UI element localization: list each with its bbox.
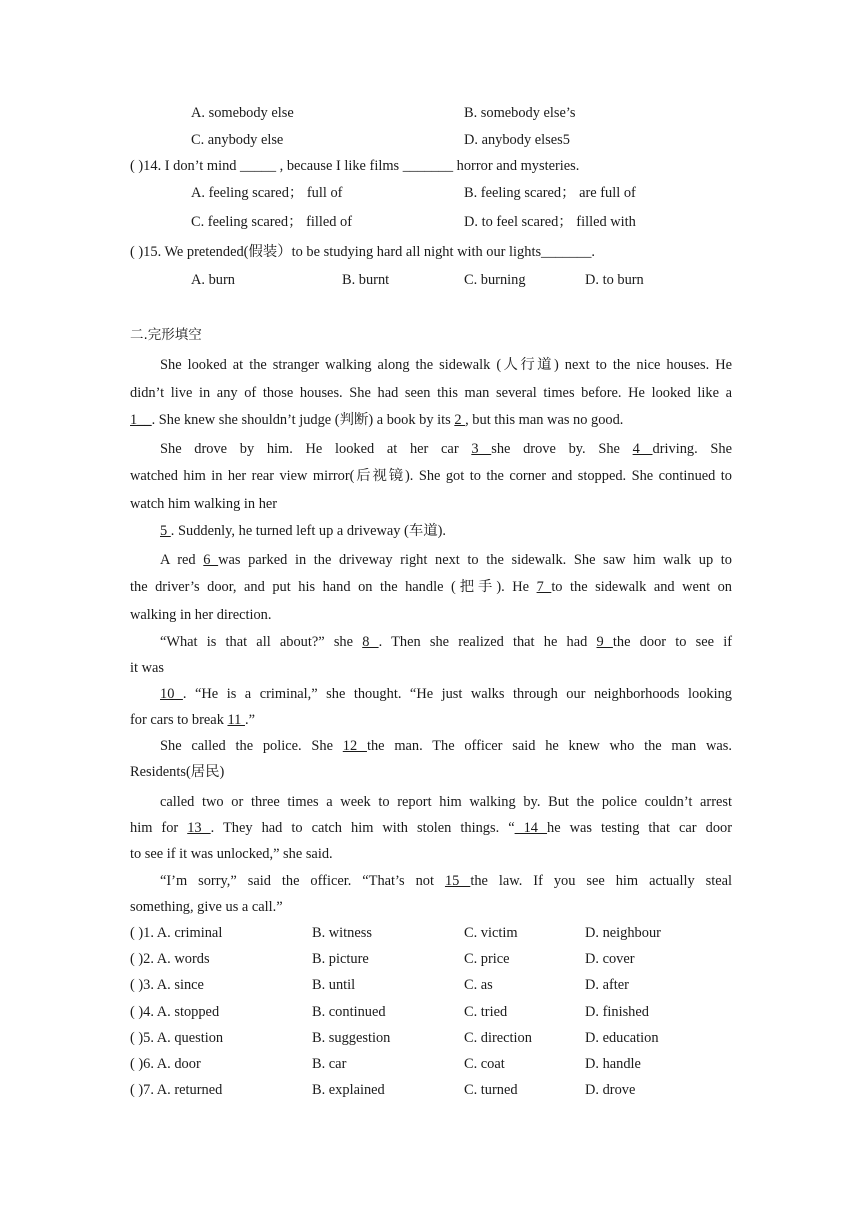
passage-line: to see if it was unlocked,” she said. [130, 846, 333, 862]
blank-2: 2 [454, 412, 466, 428]
cloze-q3-number: ( )3. A. since [130, 977, 204, 993]
cloze-q6-number: ( )6. A. door [130, 1056, 201, 1072]
cloze-q3-option-c: C. as [464, 977, 493, 993]
passage-line: She drove by him. He looked at her car 3 she drove by. She 4 driving. She [160, 441, 732, 457]
blank-7: 7 [536, 579, 552, 595]
passage-line: “What is that all about?” she 8 . Then she realized that he had 9 the door to see if [160, 634, 732, 650]
blank-12: 12 [342, 738, 367, 754]
cloze-q6-option-c: C. coat [464, 1056, 505, 1072]
passage-line: him for 13 . They had to catch him with stolen things. “ 14 he was testing that car door [130, 820, 732, 836]
cloze-q7-number: ( )7. A. returned [130, 1082, 223, 1098]
passage-line: it was [130, 660, 164, 676]
q13-option-a: A. somebody else [191, 105, 294, 121]
blank-6: 6 [203, 552, 219, 568]
cloze-q5-option-d: D. education [585, 1030, 659, 1046]
blank-14: 14 [514, 820, 548, 836]
passage-line: called two or three times a week to report him walking by. But the police couldn’t arrest [160, 794, 732, 810]
q14-option-b: B. feeling scared； are full of [464, 185, 636, 201]
cloze-q1-option-d: D. neighbour [585, 925, 661, 941]
passage-line: She called the police. She 12 the man. The officer said he knew who the man was. [160, 738, 732, 754]
passage-line: 5 . Suddenly, he turned left up a driveway (车道). [160, 523, 447, 539]
passage-line: 1__. She knew she shouldn’t judge (判断) a book by its 2 , but this man was no good. [130, 412, 624, 428]
cloze-q2-option-d: D. cover [585, 951, 635, 967]
passage-line: Residents(居民) [130, 764, 225, 780]
cloze-q2-option-c: C. price [464, 951, 510, 967]
q14-option-d: D. to feel scared； filled with [464, 214, 636, 230]
passage-line: She looked at the stranger walking along the sidewalk (人行道) next to the nice houses. He [160, 357, 732, 373]
passage-line: watch him walking in her [130, 496, 278, 512]
passage-line: for cars to break 11 .” [130, 712, 255, 728]
passage-line: “I’m sorry,” said the officer. “That’s not 15 the law. If you see him actually steal [160, 873, 732, 889]
cloze-q2-number: ( )2. A. words [130, 951, 210, 967]
blank-5: 5 [160, 523, 171, 539]
blank-15: 15 [444, 873, 471, 889]
cloze-q4-option-b: B. continued [312, 1004, 386, 1020]
cloze-q1-option-c: C. victim [464, 925, 518, 941]
cloze-q6-option-d: D. handle [585, 1056, 641, 1072]
blank-13: 13 [187, 820, 211, 836]
q15-stem: ( )15. We pretended(假装）to be studying hard all night with our lights_______. [130, 244, 596, 260]
cloze-q1-number: ( )1. A. criminal [130, 925, 223, 941]
cloze-q5-option-c: C. direction [464, 1030, 532, 1046]
q13-option-c: C. anybody else [191, 132, 284, 148]
q13-option-b: B. somebody else’s [464, 105, 576, 121]
passage-line: something, give us a call.” [130, 899, 283, 915]
q15-option-a: A. burn [191, 272, 235, 288]
passage-line: 10 . “He is a criminal,” she thought. “He just walks through our neighborhoods looking [160, 686, 732, 702]
blank-1: 1__ [130, 412, 152, 428]
blank-3: 3 [471, 441, 492, 457]
blank-4: 4 [632, 441, 653, 457]
cloze-q2-option-b: B. picture [312, 951, 369, 967]
cloze-q1-option-b: B. witness [312, 925, 372, 941]
blank-11: 11 [227, 712, 245, 728]
cloze-q4-option-d: D. finished [585, 1004, 649, 1020]
passage-line: A red 6 was parked in the driveway right next to the sidewalk. She saw him walk up to [160, 552, 732, 568]
q15-option-c: C. burning [464, 272, 526, 288]
passage-line: walking in her direction. [130, 607, 272, 623]
q14-stem: ( )14. I don’t mind _____ , because I like films _______ horror and mysteries. [130, 158, 580, 174]
cloze-q5-number: ( )5. A. question [130, 1030, 224, 1046]
passage-line: the driver’s door, and put his hand on the handle (把手). He 7 to the sidewalk and went on [130, 579, 733, 595]
cloze-q3-option-b: B. until [312, 977, 356, 993]
cloze-q4-option-c: C. tried [464, 1004, 508, 1020]
q15-option-b: B. burnt [342, 272, 390, 288]
passage-line: didn’t live in any of those houses. She had seen this man several times before. He looked like a [130, 385, 732, 401]
blank-9: 9 [596, 634, 613, 650]
q15-option-d: D. to burn [585, 272, 644, 288]
blank-10: 10 [160, 686, 183, 702]
cloze-q6-option-b: B. car [312, 1056, 347, 1072]
cloze-q4-number: ( )4. A. stopped [130, 1004, 220, 1020]
cloze-q7-option-c: C. turned [464, 1082, 518, 1098]
q14-option-c: C. feeling scared； filled of [191, 214, 353, 230]
q14-option-a: A. feeling scared； full of [191, 185, 343, 201]
passage-line: watched him in her rear view mirror(后视镜). She got to the corner and stopped. She continued to [130, 468, 732, 484]
cloze-q3-option-d: D. after [585, 977, 629, 993]
cloze-q5-option-b: B. suggestion [312, 1030, 391, 1046]
cloze-q7-option-d: D. drove [585, 1082, 636, 1098]
q13-option-d: D. anybody elses5 [464, 132, 570, 148]
blank-8: 8 [362, 634, 379, 650]
section-heading: 二.完形填空 [130, 327, 202, 343]
cloze-q7-option-b: B. explained [312, 1082, 385, 1098]
